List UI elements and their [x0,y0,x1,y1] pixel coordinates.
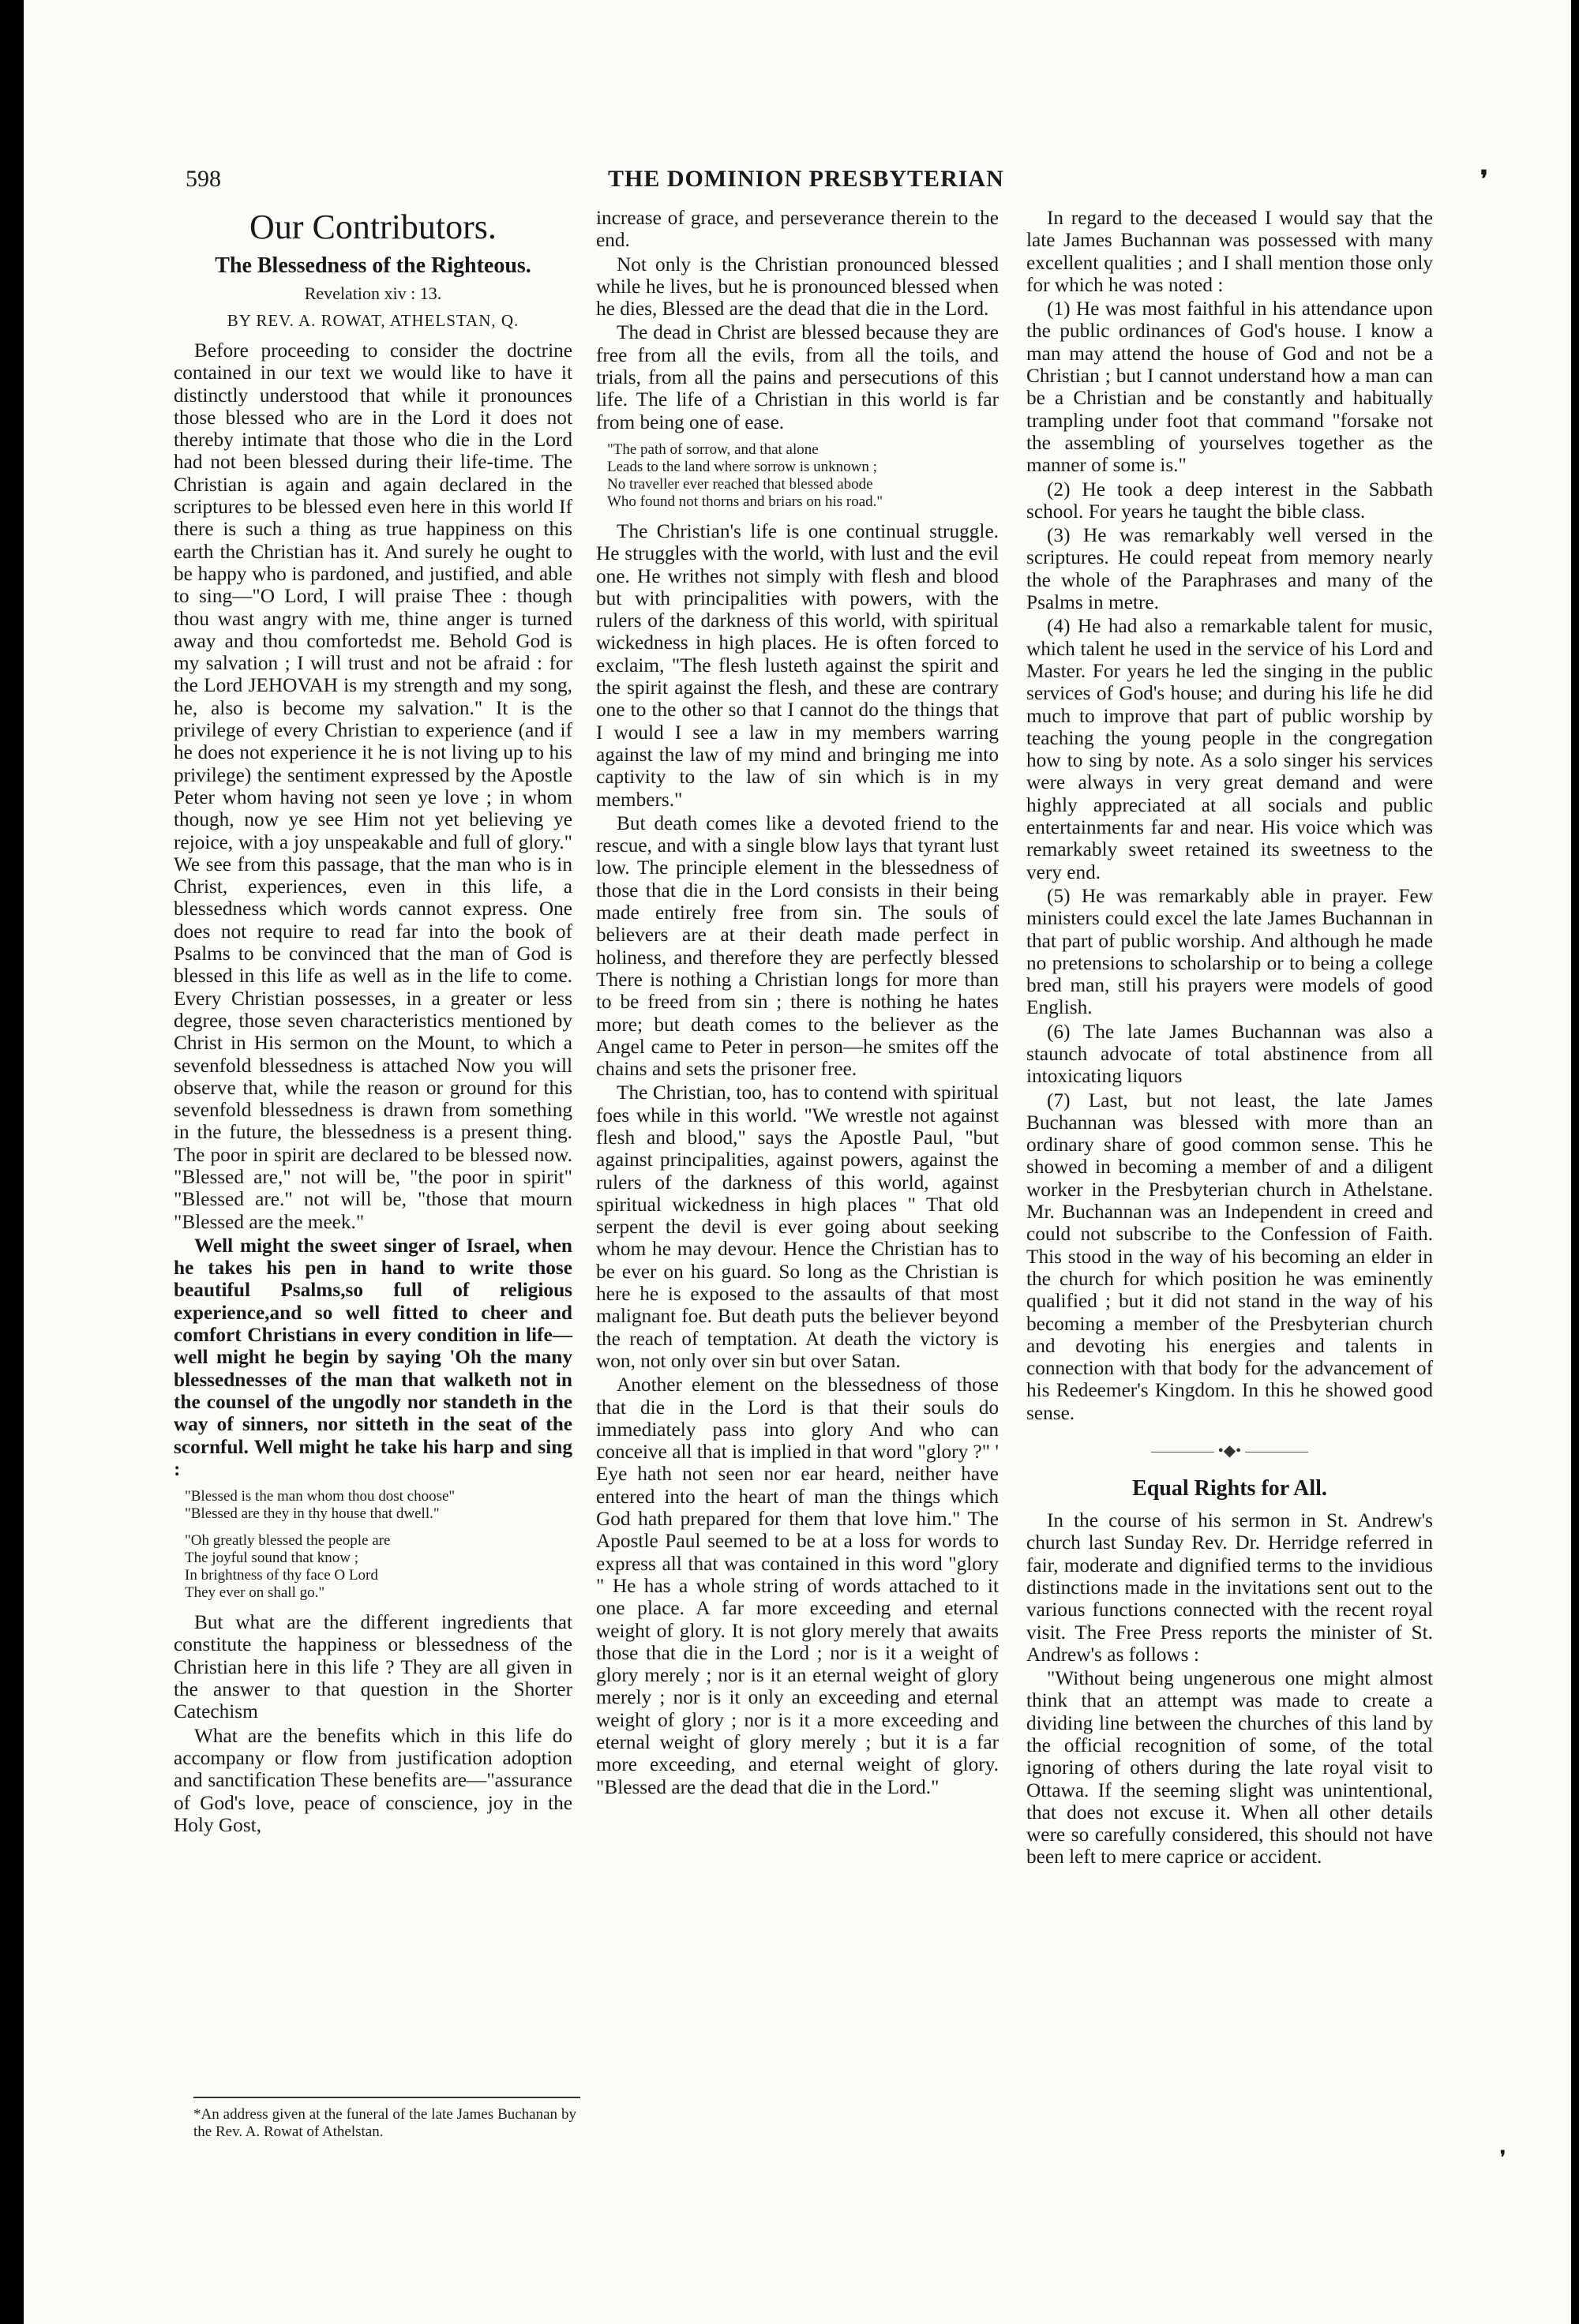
paragraph: (4) He had also a remarkable talent for music, which talent he used in the service of his Lord and Master. For years he led the singing in the public services of God's house; and during his life he did much to improve that part of public worship by teaching the young people in the congregation how to sing by note. As a solo singer his services were always in very great demand and were highly appreciated at all socials and public entertainments far and near. His voice which was remarkably sweet retained its sweetness to the very end. [1026,615,1433,883]
paragraph: (5) He was remarkably able in prayer. Few ministers could excel the late James Buchannan in that part of public worship. And although he made no pretensions to scholarship or to being a college bred man, still his prayers were models of good English. [1026,884,1433,1019]
newspaper-page [24,0,1571,2324]
verse-line: They ever on shall go." [185,1584,325,1602]
paragraph: (7) Last, but not least, the late James Buchannan was blessed with more than an ordinary share of good common sense. This he showed in becoming a member of and a diligent worker in the Presbyterian church in Athelstane. Mr. Buchannan was an Independent in creed and could not subscribe to the Confession of Faith. This stood in the way of his becoming an elder in the church for which position he was eminently qualified ; but it did not stand in the way of his becoming a member of the Presbyterian church and devoting his energies and talents in connection with that body for the advancement of his Redeemer's Kingdom. In this he showed good sense. [1026,1089,1433,1424]
scripture-reference: Revelation xiv : 13. [304,283,442,303]
verse-line: "Blessed is the man whom thou dost choose" [185,1488,456,1505]
paragraph: What are the benefits which in this life do accompany or flow from justification adoption and sanctification These benefits are—"assurance of God's love, peace of conscience, joy in the Holy Gost, [174,1724,572,1836]
page-number: 598 [186,166,221,192]
paragraph: (1) He was most faithful in his attendance upon the public ordinances of God's house. I know a man may attend the house of God and not be a Christian ; but I cannot understand how a man can be a Christian and be constantly and habitually trampling under foot that command "forsake not the assembling of yourselves together as the manner of some is." [1026,298,1433,477]
footnote-rule [193,2097,580,2098]
margin-mark: ❜ [1480,167,1488,193]
verse-line: No traveller ever reached that blessed abode [607,475,873,493]
verse-line: "Blessed are they in thy house that dwell." [185,1505,440,1523]
byline: BY REV. A. ROWAT, ATHELSTAN, Q. [227,311,519,330]
paragraph: The dead in Christ are blessed because they are free from all the evils, from all the toils, and trials, from all the pains and persecutions of this life. The life of a Christian in this world is far from being one of ease. [596,321,999,433]
verse-line: "The path of sorrow, and that alone [607,440,819,458]
paragraph: But what are the different ingredients that constitute the happiness or blessedness of the Christian here in this life ? They are all given in the answer to that question in the Shorter Catechism [174,1611,572,1723]
paragraph: increase of grace, and perseverance therein to the end. [596,207,999,252]
section-ornament [1026,1441,1433,1460]
paragraph: (6) The late James Buchannan was also a staunch advocate of total abstinence from all intoxicating liquors [1026,1020,1433,1088]
section-title: Our Contributors. [249,208,497,246]
paragraph: But death comes like a devoted friend to the rescue, and with a single blow lays that tyrant lust low. The principle element in the blessedness of those that die in the Lord consists in their being made entirely free from sin. The souls of believers are at their death made perfect in holiness, and therefore they are perfectly blessed There is nothing a Christian longs for more than to be freed from sin ; there is nothing he hates more; but death comes to the believer as the Angel came to Peter in person—he smites off the chains and sets the prisoner free. [596,812,999,1081]
column-2 [596,207,999,1798]
verse-quote [607,441,999,511]
margin-mark: ❜ [1500,2147,1506,2167]
paragraph: In regard to the deceased I would say that the late James Buchannan was possessed with many excellent qualities ; and I shall mention those only for which he was noted : [1026,207,1433,296]
footnote: *An address given at the funeral of the late James Buchanan by the Rev. A. Rowat of Athelstan. [193,2106,576,2140]
verse-quote [185,1488,572,1523]
paragraph: Well might the sweet singer of Israel, when he takes his pen in hand to write those beautiful Psalms,so full of religious experience,and so well fitted to cheer and comfort Christians in every condition in life—well might he begin by saying 'Oh the many blessednesses of the man that walketh not in the counsel of the ungodly nor standeth in the way of sinners, nor sitteth in the seat of the scornful. Well might he take his harp and sing : [174,1234,572,1480]
paragraph: Another element on the blessedness of those that die in the Lord is that their souls do immediately pass into glory And who can conceive all that is implied in that word "glory ?" ' Eye hath not seen nor ear heard, neither have entered into the heart of man the things which God hath prepared for them that love him." The Apostle Paul seemed to be at a loss for words to express all that was contained in this word "glory " He has a whole string of words attached to it one place. A far more exceeding and eternal weight of glory. It is not glory merely that awaits those that die in the Lord ; nor is it a weight of glory merely ; nor is it an eternal weight of glory merely ; nor is it only an exceeding and eternal weight of glory ; nor is it a more exceeding and eternal weight of glory merely ; but it is a far more exceeding, and eternal weight of glory. "Blessed are the dead that die in the Lord." [596,1374,999,1798]
article-title: The Blessedness of the Righteous. [215,253,531,278]
paragraph: The Christian, too, has to contend with spiritual foes while in this world. "We wrestle not against flesh and blood," says the Apostle Paul, "but against principalities, against powers, against the rulers of the darkness of this world, against spiritual wickedness in high places " That old serpent the devil is ever going about seeking whom he may devour. Hence the Christian has to be ever on his guard. So long as the Christian is here he is exposed to the assaults of that most malignant foe. But death puts the believer beyond the reach of temptation. At death the victory is won, not only over sin but over Satan. [596,1081,999,1372]
column-1 [174,207,572,1836]
verse-line: The joyful sound that know ; [185,1550,359,1567]
paragraph: (2) He took a deep interest in the Sabbath school. For years he taught the bible class. [1026,478,1433,523]
article-title: Equal Rights for All. [1132,1476,1327,1501]
verse-line: Who found not thorns and briars on his road." [607,493,883,510]
paragraph: Not only is the Christian pronounced blessed while he lives, but he is pronounced blessed when he dies, Blessed are the dead that die in the Lord. [596,253,999,320]
verse-line: "Oh greatly blessed the people are [185,1532,391,1550]
publication-title: THE DOMINION PRESBYTERIAN [608,166,1004,192]
ornament-glyph: •◆• [1217,1442,1242,1460]
paragraph: (3) He was remarkably well versed in the scriptures. He could repeat from memory nearly the whole of the Paraphrases and many of the Psalms in metre. [1026,524,1433,614]
verse-line: In brightness of thy face O Lord [185,1567,378,1584]
column-3 [1026,207,1433,1869]
verse-line: Leads to the land where sorrow is unknown ; [607,458,877,475]
paragraph: Before proceeding to consider the doctrine contained in our text we would like to have it distinctly understood that while it pronounces those blessed who are in the Lord it does not thereby intimate that those who die in the Lord had not been blessed during their life-time. The Christian is again and again declared in the scriptures to be blessed even here in this world If there is such a thing as true happiness on this earth the Christian has it. And surely he ought to be happy who is pardoned, and justified, and able to sing—"O Lord, I will praise Thee : though thou wast angry with me, thine anger is turned away and thou comfortedst me. Behold God is my salvation ; I will trust and not be afraid : for the Lord JEHOVAH is my strength and my song, he, also is become my salvation." It is the privilege of every Christian to experience (and if he does not experience it he is not living up to his privilege) the sentiment expressed by the Apostle Peter whom having not seen ye love ; in whom though, now ye see Him not yet believing ye rejoice, with a joy unspeakable and full of glory." We see from this passage, that the man who is in Christ, experiences, even in this life, a blessedness which words cannot express. One does not require to read far into the book of Psalms to be convinced that the man of God is blessed in this life as well as in the life to come. Every Christian possesses, in a greater or less degree, those seven characteristics mentioned by Christ in His sermon on the Mount, to which a sevenfold blessedness is attached Now you will observe that, while the reason or ground for this sevenfold blessedness is drawn from something in the future, the blessedness is a present thing. The poor in spirit are declared to be blessed now. "Blessed are," not will be, "the poor in spirit" "Blessed are." not will be, "those that mourn "Blessed are the meek." [174,339,572,1233]
paragraph: In the course of his sermon in St. Andrew's church last Sunday Rev. Dr. Herridge referred in fair, moderate and dignified terms to the invidious distinctions made in the invitations sent out to the various functions connected with the recent royal visit. The Free Press reports the minister of St. Andrew's as follows : [1026,1509,1433,1666]
paragraph: The Christian's life is one continual struggle. He struggles with the world, with lust and the evil one. He writhes not simply with flesh and blood but with principalities with powers, with the rulers of the darkness of this world, with spiritual wickedness in high places. He is often forced to exclaim, "The flesh lusteth against the spirit and the spirit against the flesh, and these are contrary one to the other so that I cannot do the things that I would I see a law in my members warring against the law of my mind and bringing me into captivity to the law of sin which is in my members." [596,519,999,811]
paragraph: "Without being ungenerous one might almost think that an attempt was made to create a dividing line between the churches of this land by the official recognition of some, of the total ignoring of others during the late royal visit to Ottawa. If the seeming slight was unintentional, that does not excuse it. When all other details were so carefully considered, this should not have been left to mere caprice or accident. [1026,1667,1433,1869]
verse-quote [185,1532,572,1602]
